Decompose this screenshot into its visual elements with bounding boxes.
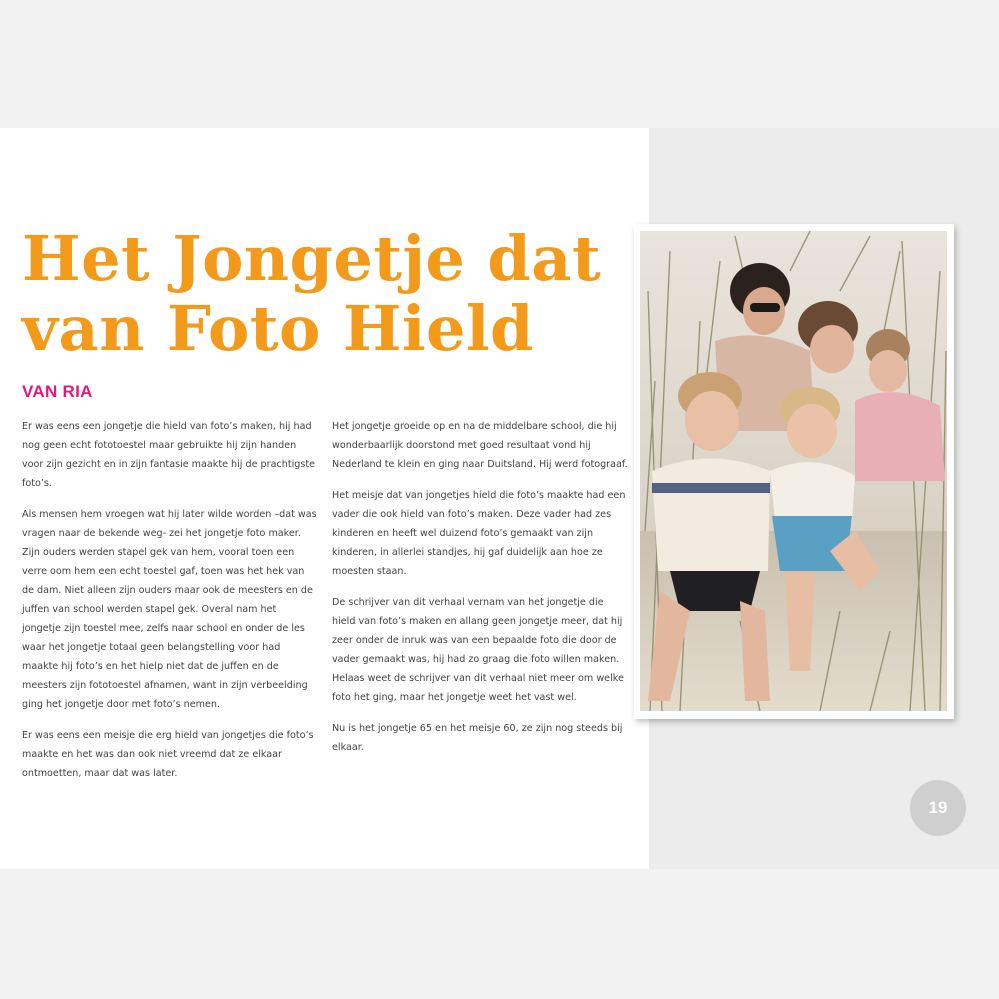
text-column-2 xyxy=(332,417,628,769)
vintage-family-photo xyxy=(634,224,954,719)
photo-image xyxy=(640,231,947,711)
text-column-1 xyxy=(22,417,318,795)
left-page xyxy=(0,128,649,869)
paragraph: Als mensen hem vroegen wat hij later wilde worden –dat was vragen naar de bekende weg- zei het jongetje foto maker. Zijn ouders werden stapel gek van hem, vooral toen een verre oom hem een echt toestel gaf, toen was het hek van de dam. Niet alleen zijn ouders maar ook de meesters en de juffen van school werden stapel gek. Overal nam het jongetje zijn toestel mee, zelfs naar school en onder de les waar het jongetje totaal geen belangstelling voor had maakte hij foto’s en het hielp niet dat de juffen en de meesters zijn fototoestel afnamen, want in zijn verbeelding ging het jongetje door met foto’s nemen. xyxy=(22,509,317,710)
page-number-badge: 19 xyxy=(910,780,966,836)
paragraph: Er was eens een jongetje die hield van foto’s maken, hij had nog geen echt fototoestel maar gebruikte hij zijn handen voor zijn gezicht en in zijn fantasie maakte hij de prachtigste foto’s. xyxy=(22,421,316,489)
article-title-line-2: van Foto Hield xyxy=(22,292,534,365)
paragraph: Er was eens een meisje die erg hield van jongetjes die foto’s maakte en het was dan ook niet vreemd dat ze elkaar ontmoetten, maar dat was later. xyxy=(22,730,314,779)
paragraph: De schrijver van dit verhaal vernam van het jongetje die hield van foto’s maken en allang geen jongetje meer, dat hij zeer onder de inruk was van een bepaalde foto die door de vader gemaakt was, hij had zo graag die foto willen maken. Helaas weet de schrijver van dit verhaal niet meer om welke foto het ging, maar het jongetje weet het vast wel. xyxy=(332,597,624,703)
article-author: VAN RIA xyxy=(22,382,93,401)
paragraph: Het meisje dat van jongetjes hield die foto’s maakte had een vader die ook hield van foto’s maken. Deze vader had zes kinderen en heeft wel duizend foto’s gemaakt van zijn kinderen, in allerlei standjes, hij gaf duidelijk aan hoe ze moesten staan. xyxy=(332,490,626,577)
article-title-line-1: Het Jongetje dat xyxy=(22,222,602,295)
article-title xyxy=(22,224,622,364)
paragraph: Het jongetje groeide op en na de middelbare school, die hij wonderbaarlijk doorstond met goed resultaat vond hij Nederland te klein en ging naar Duitsland. Hij werd fotograaf. xyxy=(332,421,628,470)
paragraph: Nu is het jongetje 65 en het meisje 60, ze zijn nog steeds bij elkaar. xyxy=(332,723,623,753)
